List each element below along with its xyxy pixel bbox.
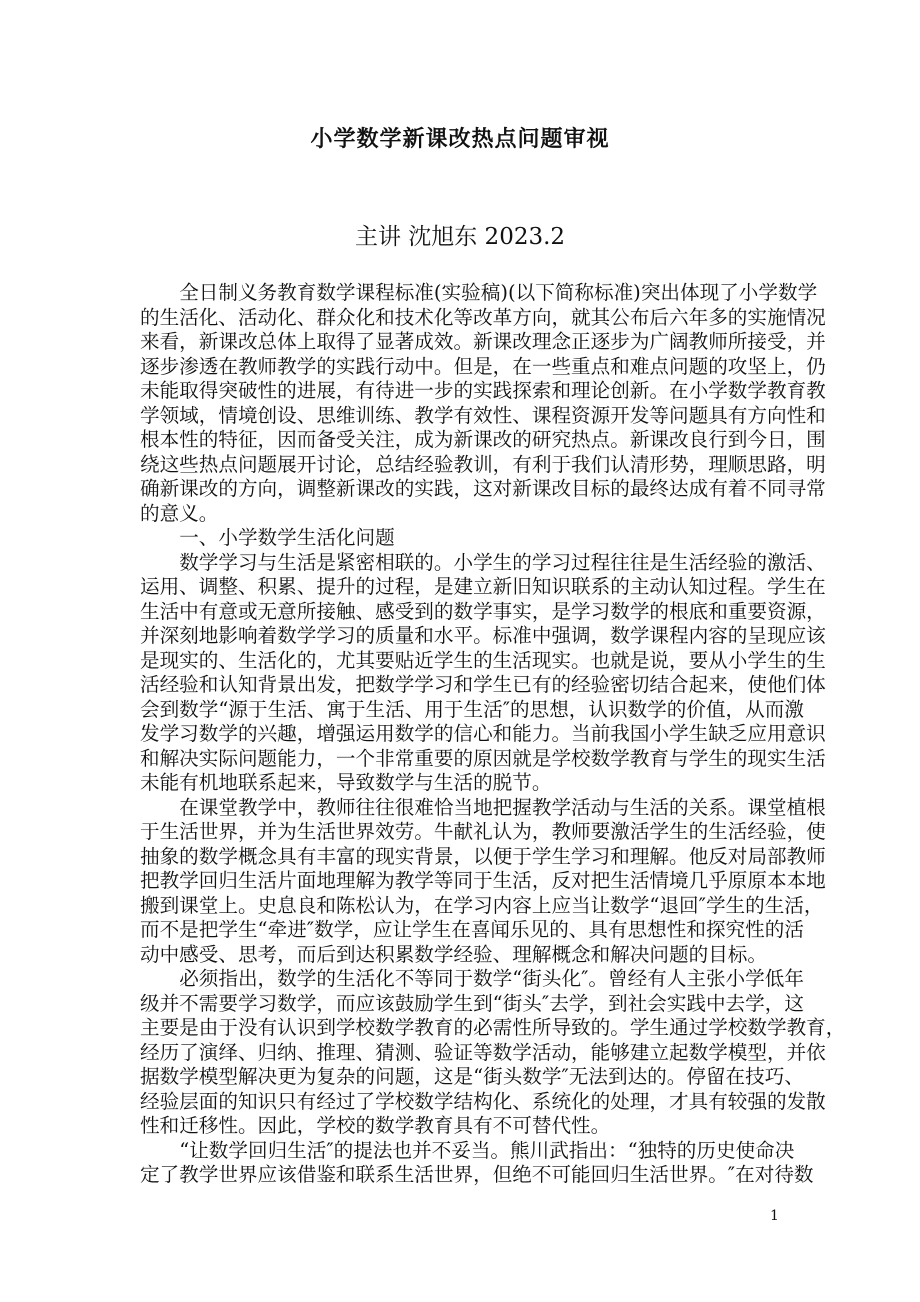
text-line: “让数学回归生活″的提法也并不妥当。熊川武指出：“独特的历史使命决 (179, 1138, 795, 1162)
text-line: 数学学习与生活是紧密相联的。小学生的学习过程往往是生活经验的激活、 (179, 550, 826, 574)
section-heading (140, 526, 786, 551)
document-body (140, 281, 846, 1188)
text-line: 在课堂教学中，教师往往很难恰当地把握教学活动与生活的关系。课堂植根 (179, 795, 826, 819)
text-line: 动中感受、思考，而后到达积累数学经验、理解概念和解决问题的目标。 (140, 942, 767, 966)
document-title: 小学数学新课改热点问题审视 (310, 126, 610, 152)
paragraph (140, 550, 826, 796)
text-line: 确新课改的方向，调整新课改的实践，这对新课改目标的最终达成有着不同寻常 (140, 477, 826, 500)
text-line: 必须指出，数学的生活化不等同于数学“街头化″。曾经有人主张小学低年 (179, 967, 804, 990)
text-line: 是现实的、生活化的，尤其要贴近学生的生活现实。也就是说，要从小学生的生 (140, 648, 826, 672)
text-line: 学领域，情境创设、思维训练、教学有效性、课程资源开发等问题具有方向性和 (140, 403, 826, 427)
text-line: 性和迁移性。因此，学校的数学教育具有不可替代性。 (140, 1114, 611, 1137)
text-line: 定了教学世界应该借鉴和联系生活世界，但绝不可能回归生活世界。″在对待数 (140, 1163, 814, 1186)
text-line: 来看，新课改总体上取得了显著成效。新课改理念正逐步为广阔教师所接受，并 (140, 330, 826, 353)
text-line: 会到数学“源于生活、寓于生活、用于生活″的思想，认识数学的价值，从而激 (140, 697, 804, 721)
text-line: 而不是把学生“牵进″数学，应让学生在喜闻乐见的、具有思想性和探究性的活 (140, 918, 804, 941)
text-line: 抽象的数学概念具有丰富的现实背景，以便于学生学习和理解。他反对局部教师 (140, 844, 826, 868)
author-line: 主讲 沈旭东 2023.2 (354, 224, 566, 250)
text-line: 的生活化、活动化、群众化和技术化等改革方向，就其公布后六年多的实施情况 (140, 305, 826, 329)
text-line: 并深刻地影响着数学学习的质量和水平。标准中强调，数学课程内容的呈现应该 (140, 624, 826, 647)
page-number: 1 (770, 1208, 779, 1224)
text-line: 绕这些热点问题展开讨论，总结经验教训，有利于我们认清形势，理顺思路，明 (140, 452, 826, 476)
text-line: 根本性的特征，因而备受关注，成为新课改的研究热点。新课改良行到今日，围 (140, 428, 826, 451)
paragraph (140, 281, 826, 526)
text-line: 逐步渗透在教师教学的实践行动中。但是，在一些重点和难点问题的攻坚上，仍 (140, 354, 826, 378)
text-line: 生活中有意或无意所接触、感受到的数学事实，是学习数学的根底和重要资源， (140, 599, 826, 623)
text-line: 发学习数学的兴趣，增强运用数学的信心和能力。当前我国小学生缺乏应用意识 (140, 722, 826, 745)
text-line: 经历了演绎、归纳、推理、猜测、验证等数学活动，能够建立起数学模型，并依 (140, 1040, 826, 1064)
paragraph (140, 1138, 814, 1188)
text-line: 的意义。 (140, 501, 219, 525)
text-line: 级并不需要学习数学，而应该鼓励学生到“街头″去学，到社会实践中去学，这 (140, 991, 804, 1015)
text-line: 搬到课堂上。史息良和陈松认为，在学习内容上应当让数学“退回″学生的生活， (140, 893, 824, 917)
text-line: 一、小学数学生活化问题 (179, 526, 395, 549)
text-line: 未能取得突破性的进展，有待进一步的实践探索和理论创新。在小学数学教育教 (140, 379, 826, 402)
text-line: 未能有机地联系起来，导致数学与生活的脱节。 (140, 771, 552, 794)
text-line: 全日制义务教育数学课程标准(实验稿)(以下简称标准)突出体现了小学数学 (179, 281, 818, 304)
text-line: 把教学回归生活片面地理解为教学等同于生活，反对把生活情境几乎原原本本地 (140, 869, 826, 892)
text-line: 经验层面的知识只有经过了学校数学结构化、系统化的处理，才具有较强的发散 (140, 1089, 826, 1113)
text-line: 活经验和认知背景出发，把数学学习和学生已有的经验密切结合起来，使他们体 (140, 673, 826, 696)
text-line: 主要是由于没有认识到学校数学教育的必需性所导致的。学生通过学校数学教育， (140, 1016, 846, 1039)
text-line: 据数学模型解决更为复杂的问题，这是“街头数学″无法到达的。停留在技巧、 (140, 1065, 804, 1088)
text-line: 和解决实际问题能力，一个非常重要的原因就是学校数学教育与学生的现实生活 (140, 746, 826, 770)
text-line: 于生活世界，并为生活世界效劳。牛献礼认为，教师要激活学生的生活经验，使 (140, 820, 826, 843)
paragraph (140, 967, 846, 1139)
text-line: 运用、调整、积累、提升的过程，是建立新旧知识联系的主动认知过程。学生在 (140, 575, 826, 598)
paragraph (140, 795, 826, 968)
